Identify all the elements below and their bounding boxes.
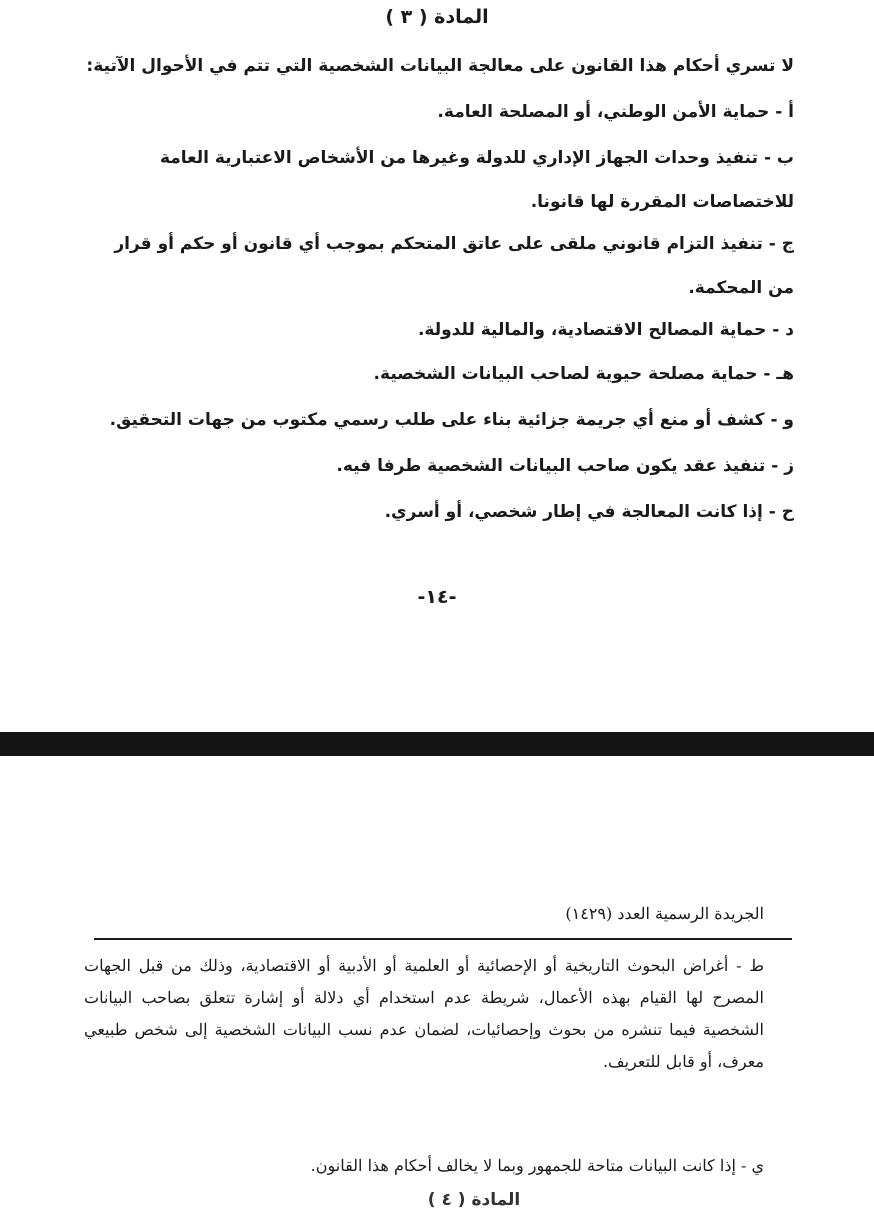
item-text: كشف أو منع أي جريمة جزائية بناء على طلب رسمي مكتوب من جهات التحقيق.: [109, 410, 765, 430]
item-letter: أ -: [775, 102, 794, 122]
item-letter: ط -: [736, 956, 764, 975]
item-letter: ح -: [768, 502, 794, 522]
item-letter: ج -: [768, 234, 794, 254]
list-item-zay: [104, 444, 794, 488]
article-intro: لا تسري أحكام هذا القانون على معالجة البيانات الشخصية التي تتم في الأحوال الآتية:: [86, 56, 794, 76]
next-article-title: المادة ( ٤ ): [427, 1190, 521, 1210]
list-item-dal: [104, 308, 794, 352]
item-letter: ز -: [771, 456, 794, 476]
item-text: أغراض البحوث التاريخية أو الإحصائية أو العلمية أو الأدبية أو الاقتصادية، وذلك من قبل الجهات المصرح لها القيام بهذه الأعمال، شريطة عدم استخدام أي دلالة أو إشارة تتعلق بصاحب البيانات الشخصية فيما تنشره من بحوث وإحصائيات، لضمان عدم نسب البيانات الشخصية إلى شخص طبيعي معرف، أو قابل للتعريف.: [84, 956, 764, 1071]
item-text: إذا كانت المعالجة في إطار شخصي، أو أسري.: [384, 502, 763, 522]
item-text: حماية مصلحة حيوية لصاحب البيانات الشخصية.: [373, 364, 758, 384]
page-number: -١٤-: [417, 586, 457, 608]
list-item-alef: [104, 90, 794, 134]
list-item-hha: [104, 490, 794, 534]
list-item-ta: [84, 950, 764, 1078]
gazette-header: الجريدة الرسمية العدد (١٤٢٩): [565, 904, 764, 923]
document-page-2: [0, 756, 874, 1210]
item-text: تنفيذ وحدات الجهاز الإداري للدولة وغيرها من الأشخاص الاعتبارية العامة للاختصاصات المقررة لها قانونا.: [159, 148, 794, 212]
item-letter: و -: [770, 410, 794, 430]
item-text: تنفيذ التزام قانوني ملقى على عاتق المتحكم بموجب أي قانون أو حكم أو قرار من المحكمة.: [114, 234, 794, 298]
item-text: إذا كانت البيانات متاحة للجمهور وبما لا يخالف أحكام هذا القانون.: [310, 1156, 736, 1175]
item-text: حماية المصالح الاقتصادية، والمالية للدولة.: [417, 320, 767, 340]
item-text: تنفيذ عقد يكون صاحب البيانات الشخصية طرفا فيه.: [336, 456, 766, 476]
list-item-ya: [84, 1150, 764, 1182]
list-item-jim: [104, 222, 794, 310]
list-item-ha: [104, 352, 794, 396]
page-separator: [0, 732, 874, 756]
item-letter: هـ -: [763, 364, 794, 384]
item-letter: ب -: [763, 148, 794, 168]
item-letter: ي -: [740, 1156, 764, 1175]
item-letter: د -: [772, 320, 794, 340]
item-text: حماية الأمن الوطني، أو المصلحة العامة.: [437, 102, 770, 122]
article-title: المادة ( ٣ ): [385, 6, 489, 28]
list-item-waw: [104, 398, 794, 442]
list-item-ba: [104, 136, 794, 224]
header-rule: [94, 938, 792, 940]
